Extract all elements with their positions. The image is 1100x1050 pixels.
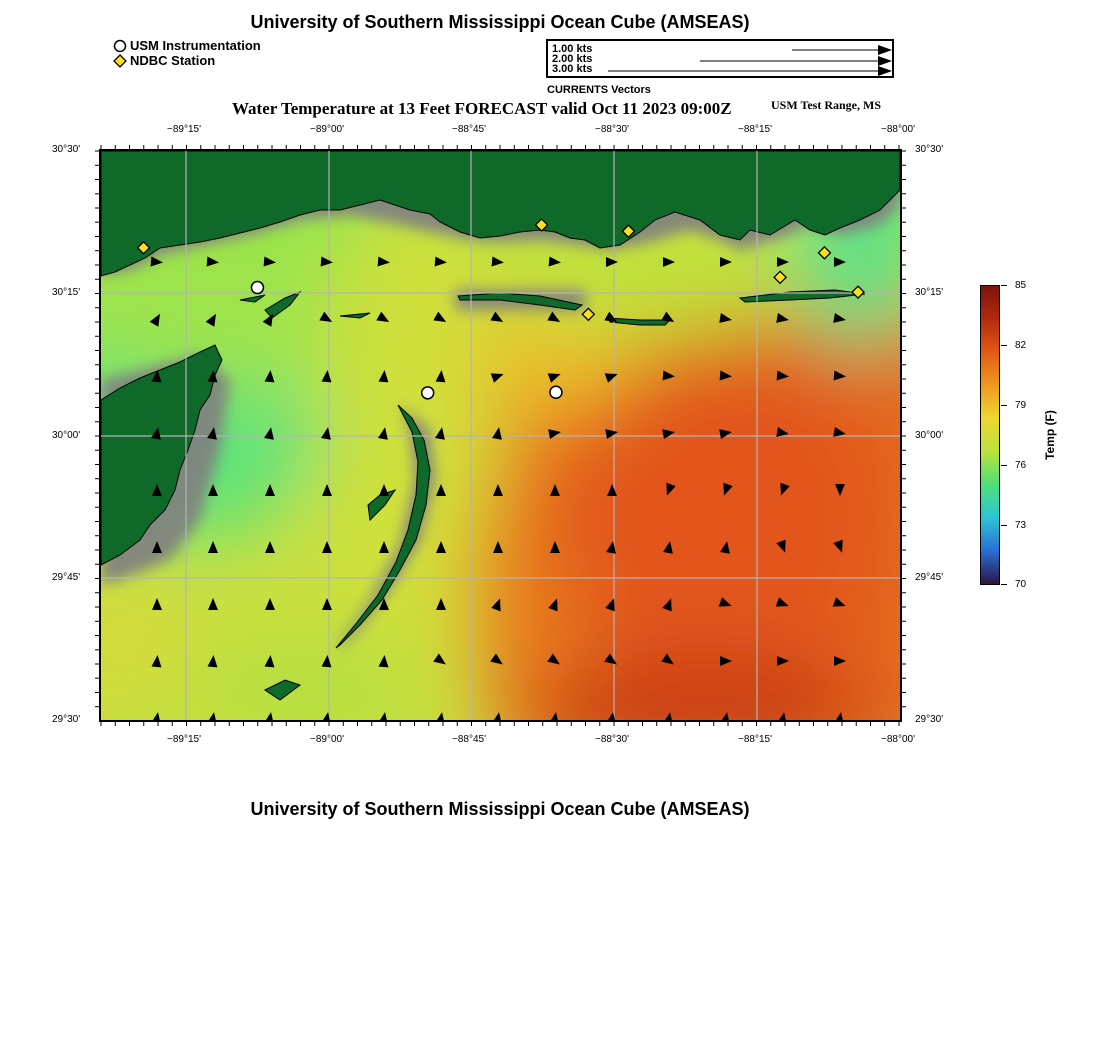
usm-instrument-marker xyxy=(422,387,434,399)
footer-title: University of Southern Mississippi Ocean Cube (AMSEAS) xyxy=(250,799,750,819)
lon-tick-top: −88°30' xyxy=(595,124,629,135)
colorbar-label: Temp (F) xyxy=(1043,410,1057,460)
lon-tick-top: −88°00' xyxy=(881,124,915,135)
lon-tick-bottom: −89°15' xyxy=(167,734,201,745)
usm-instrument-marker xyxy=(550,386,562,398)
lon-tick-bottom: −88°30' xyxy=(595,734,629,745)
legend-label-ndbc: NDBC Station xyxy=(130,53,216,68)
lon-tick-bottom: −88°00' xyxy=(881,734,915,745)
lat-tick-right: 29°45' xyxy=(915,572,944,583)
temperature-colorbar xyxy=(980,285,1000,585)
lat-tick-left: 30°00' xyxy=(52,430,81,441)
vector-key-row-3: 3.00 kts xyxy=(552,63,593,75)
lat-tick-left: 29°30' xyxy=(52,714,81,725)
map-subtitle: Water Temperature at 13 Feet FORECAST valid Oct 11 2023 09:00Z xyxy=(232,99,732,118)
legend-label-usm: USM Instrumentation xyxy=(130,38,261,53)
lon-tick-bottom: −89°00' xyxy=(310,734,344,745)
vector-key-caption: CURRENTS Vectors xyxy=(547,84,651,96)
lat-tick-left: 30°30' xyxy=(52,144,81,155)
lat-tick-right: 30°30' xyxy=(915,144,944,155)
colorbar-tick-label: 82 xyxy=(1015,340,1027,351)
map-title: University of Southern Mississippi Ocean Cube (AMSEAS) xyxy=(250,12,750,32)
lat-tick-right: 30°15' xyxy=(915,287,944,298)
lat-tick-left: 29°45' xyxy=(52,572,81,583)
lon-tick-top: −88°15' xyxy=(738,124,772,135)
lon-tick-bottom: −88°15' xyxy=(738,734,772,745)
colorbar-ticks xyxy=(1001,285,1011,585)
vector-key-row-2: 2.00 kts xyxy=(552,53,593,65)
lon-tick-top: −89°15' xyxy=(167,124,201,135)
vector-key-row-1: 1.00 kts xyxy=(552,43,593,55)
lat-tick-right: 29°30' xyxy=(915,714,944,725)
map-region: USM Test Range, MS xyxy=(771,98,882,112)
colorbar-tick-label: 73 xyxy=(1015,520,1027,531)
colorbar-tick-label: 76 xyxy=(1015,460,1027,471)
lon-tick-top: −89°00' xyxy=(310,124,344,135)
lon-tick-top: −88°45' xyxy=(452,124,486,135)
lat-tick-left: 30°15' xyxy=(52,287,81,298)
lat-tick-right: 30°00' xyxy=(915,430,944,441)
colorbar-tick-label: 85 xyxy=(1015,280,1027,291)
usm-instrument-marker xyxy=(251,282,263,294)
lon-tick-bottom: −88°45' xyxy=(452,734,486,745)
colorbar-tick-label: 70 xyxy=(1015,579,1027,590)
colorbar-tick-label: 79 xyxy=(1015,400,1027,411)
